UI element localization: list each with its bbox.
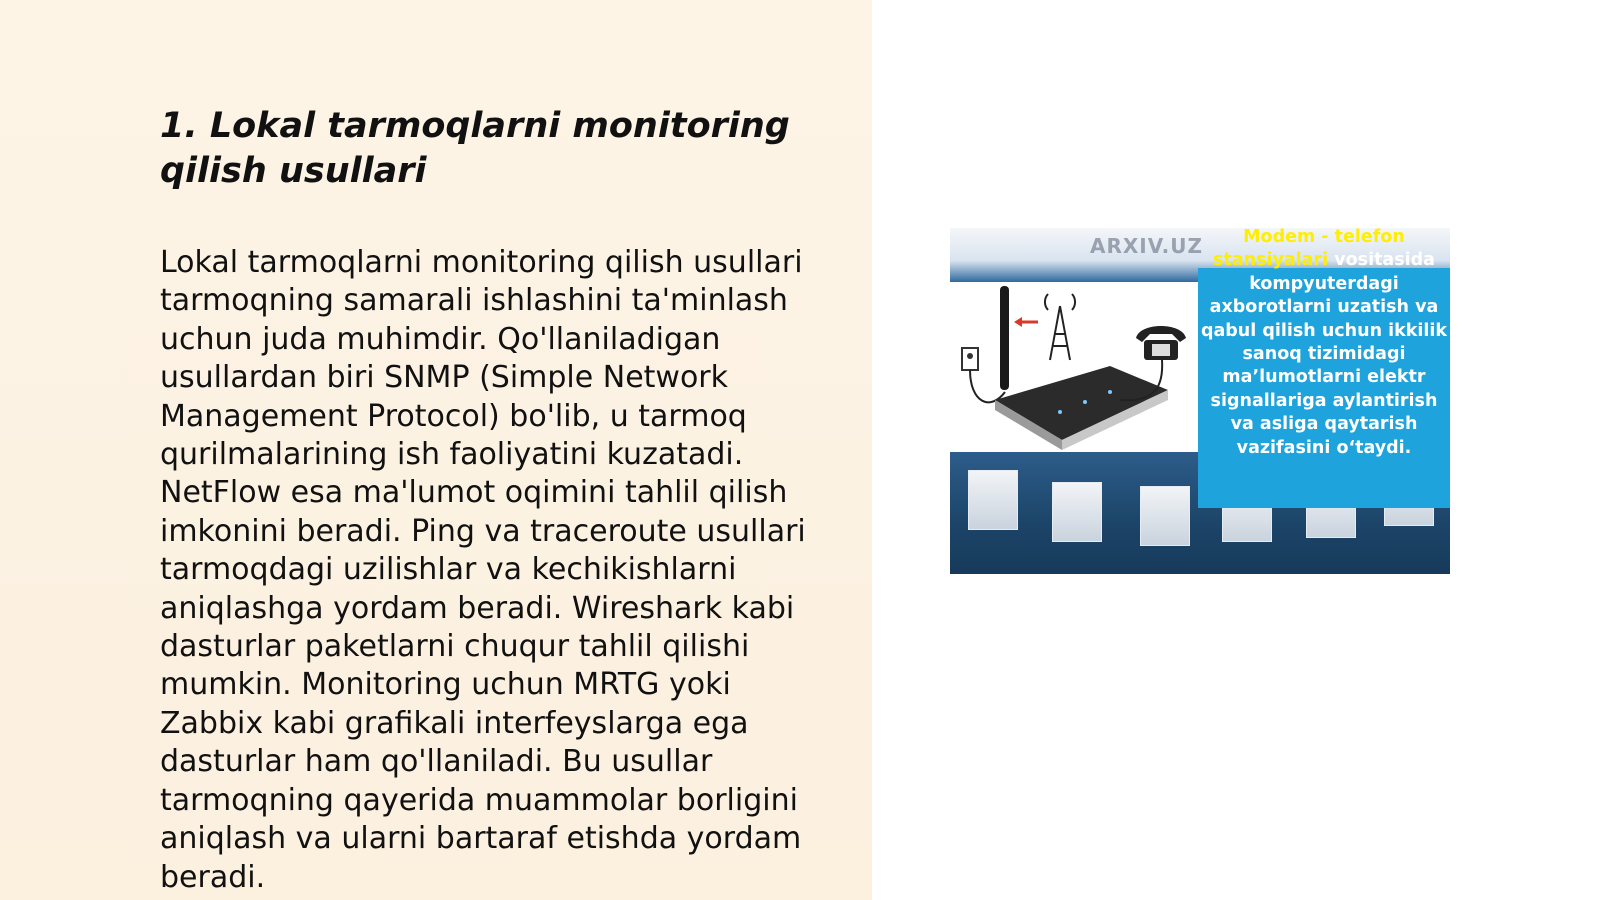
watermark-text: ARXIV.UZ	[1090, 234, 1203, 258]
caption-text: vositasida kompyuterdagi axborotlarni uzatish va qabul qilish uchun ikkilik sanoq tizimidagi ma’lumotlarni elektr signallariga aylantirish va asliga qaytarish vazifasini o‘taydi.	[1200, 250, 1448, 458]
modem-illustration	[950, 228, 1450, 574]
slide-title: 1. Lokal tarmoqlarni monitoring qilish usullari	[160, 106, 790, 191]
slide-body-text: Lokal tarmoqlarni monitoring qilish usullari tarmoqning samarali ishlashini ta'minlash uchun juda muhimdir. Qo'llaniladigan usullardan biri SNMP (Simple Network Management Protocol) bo'lib, u tarmoq qurilmalarining ish faoliyatini kuzatadi. NetFlow esa ma'lumot oqimini tahlil qilish imkonini beradi. Ping va traceroute usullari tarmoqdagi uzilishlar va kechikishlarni aniqlashga yordam beradi. Wireshark kabi dasturlar paketlarni chuqur tahlil qilishi mumkin. Monitoring uchun MRTG yoki Zabbix kabi grafikali interfeyslarga ega dasturlar ham qo'llaniladi. Bu usullar tarmoqning qayerida muammolar borligini aniqlash va ularni bartaraf etishda yordam beradi.	[160, 245, 806, 895]
caption-highlight: Modem - telefon stansiyalari	[1213, 228, 1405, 271]
tile-image	[1052, 482, 1102, 542]
tile-image	[968, 470, 1018, 530]
modem-caption	[1200, 228, 1448, 460]
router-photo	[950, 282, 1198, 452]
tile-image	[1140, 486, 1190, 546]
